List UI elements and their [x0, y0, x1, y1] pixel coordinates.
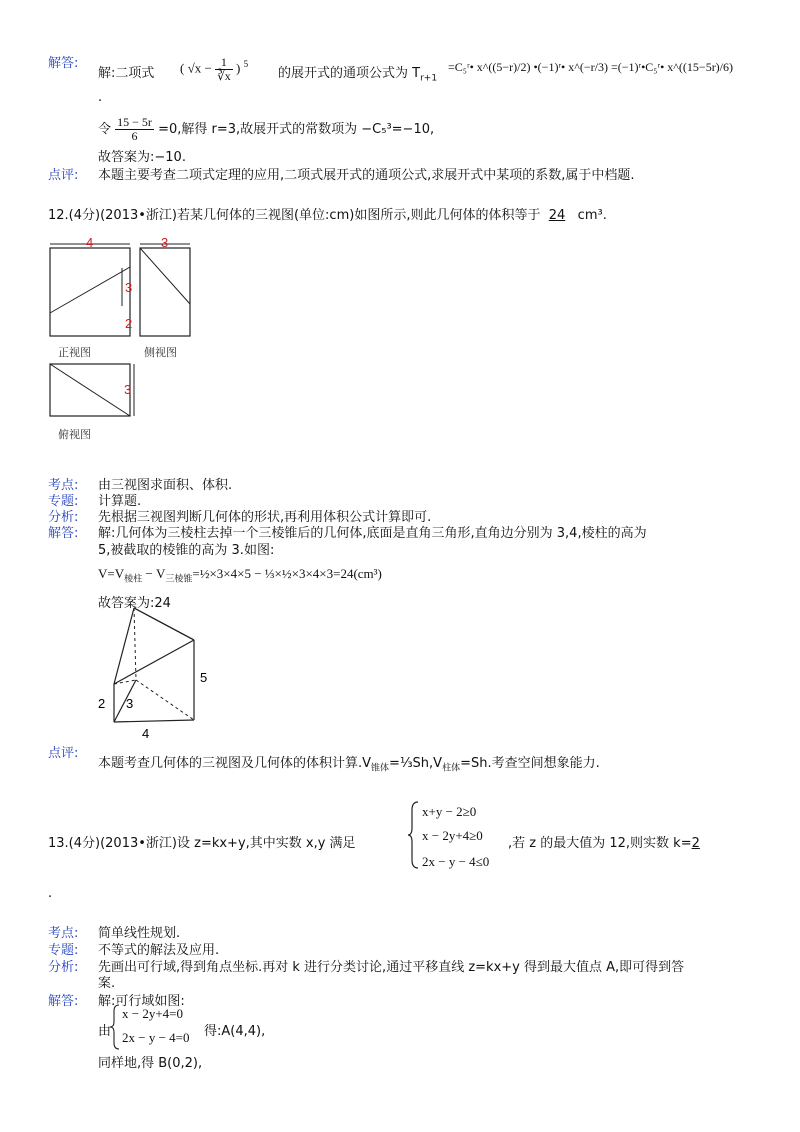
q12-comment-label: 点评: — [48, 746, 79, 761]
side-upper-dim-label: 3 — [125, 280, 133, 295]
brace-icon — [408, 800, 420, 870]
q11-answer: 故答案为:−10. — [98, 150, 186, 165]
q13-ineq-1: x+y − 2≥0 — [422, 804, 477, 819]
q13-sys-1: x − 2y+4=0 — [122, 1006, 183, 1021]
front-view-caption: 正视图 — [58, 347, 91, 359]
q13-answer: 2 — [691, 836, 700, 851]
q12-zhuanti: 计算题. — [98, 494, 142, 509]
q13-fenxi-2: 案. — [98, 976, 116, 991]
top-view — [50, 364, 134, 441]
fig-label-2: 2 — [98, 696, 106, 711]
front-view-diagonal — [50, 267, 133, 313]
side-view-caption: 侧视图 — [144, 347, 177, 359]
q11-line1-text: 的展开式的通项公式为 $T_{r+1}$ — [278, 66, 438, 84]
q12-jieda-1: 解:几何体为三棱柱去掉一个三棱锥后的几何体,底面是直角三角形,直角边分别为 3,4,棱柱的高为 — [98, 526, 647, 541]
q12-fenxi: 先根据三视图判断几何体的形状,再利用体积公式计算即可. — [98, 510, 432, 525]
edge-hidden-vertical — [134, 608, 136, 680]
front-dim-label: 4 — [86, 236, 94, 250]
q13-kaodian-label: 考点: — [48, 926, 79, 941]
q12-fenxi-label: 分析: — [48, 510, 79, 525]
q12-kaodian: 由三视图求面积、体积. — [98, 478, 233, 493]
edge-hidden-diag — [136, 680, 194, 720]
side-view — [122, 236, 190, 359]
q12-solid-figure — [90, 604, 230, 744]
q13-jieda-3: 同样地,得 B(0,2), — [98, 1056, 203, 1071]
q12-jieda-2: 5,被截取的棱锥的高为 3.如图: — [98, 543, 275, 558]
q13-ineq-3: 2x − y − 4≤0 — [422, 854, 490, 869]
q13-ineq-2: x − 2y+4≥0 — [422, 828, 483, 843]
q12-zhuanti-label: 专题: — [48, 494, 79, 509]
q11-comment-label: 点评: — [48, 168, 79, 183]
side-dim-label: 3 — [161, 236, 169, 250]
q13-stem-suffix: ,若 z 的最大值为 12,则实数 k=2 — [508, 836, 700, 851]
q11-general-term: =C₅ʳ• x^((5−r)/2) •(−1)ʳ• x^(−r/3) =(−1)ʳ•C₅ʳ• x^((15−5r)/6) — [448, 60, 734, 74]
top-dim-label: 3 — [124, 382, 132, 397]
brace-icon — [110, 1004, 120, 1050]
q11-answer-label: 解答: — [48, 56, 79, 71]
side-view-diagonal — [140, 248, 190, 304]
top-view-caption: 俯视图 — [58, 429, 91, 441]
q13-sys-2: 2x − y − 4=0 — [122, 1030, 190, 1045]
q11-dot: . — [98, 90, 103, 105]
side-view-rect — [140, 248, 190, 336]
front-view-rect — [50, 248, 133, 336]
q11-line3: 令 $\frac{15 - 5r}{6}$ =0,解得 r=3,故展开式的常数项为 −C₅³=−10, — [98, 115, 435, 143]
q13-dot: . — [48, 886, 53, 901]
fig-label-4: 4 — [142, 726, 150, 741]
minus-sign: − — [204, 60, 212, 76]
q13-brace — [408, 800, 420, 870]
q13-fenxi-label: 分析: — [48, 960, 79, 975]
q12-three-views — [44, 236, 204, 446]
q13-stem-prefix: 13.(4分)(2013•浙江)设 z=kx+y,其中实数 x,y 满足 — [48, 836, 356, 851]
q11-frac: $\frac{15 - 5r}{6}$ — [117, 115, 152, 143]
q13-kaodian: 简单线性规划. — [98, 926, 181, 941]
front-view — [50, 236, 133, 336]
q12-stem: 12.(4分)(2013•浙江)若某几何体的三视图(单位:cm)如图所示,则此几何体的体积等于 24 cm³. — [48, 208, 607, 223]
q12-kaodian-label: 考点: — [48, 478, 79, 493]
exponent-5: 5 — [243, 59, 249, 70]
top-view-diagonal — [50, 364, 130, 416]
q13-sys-brace — [110, 1004, 120, 1050]
q12-jieda-label: 解答: — [48, 526, 79, 541]
q13-zhuanti: 不等式的解法及应用. — [98, 943, 220, 958]
q13-jieda-1: 解:可行域如图: — [98, 994, 185, 1009]
q13-fenxi-1: 先画出可行域,得到角点坐标.再对 k 进行分类讨论,通过平移直线 z=kx+y 得到最大值点 A,即可得到答 — [98, 960, 685, 975]
sqrt-x: √x — [187, 60, 202, 76]
q13-zhuanti-label: 专题: — [48, 943, 79, 958]
side-lower-dim-label: 2 — [125, 316, 133, 331]
edge-bottom — [114, 720, 194, 722]
q13-sys-prefix: 由 — [98, 1024, 112, 1039]
q12-comment: 本题考查几何体的三视图及几何体的体积计算$.V_{锥体}=\frac{1}{3}Sh,V_{柱体}=Sh$.考查空间想象能力. — [98, 756, 600, 774]
q12-volume-formula: $V=V_{棱柱}$ − $V_{三棱锥}=\frac{1}{2}\times 3\times 4\times 5$ − ⅓×½×3×4×3=24(cm³) — [98, 566, 382, 584]
q12-answer: 24 — [548, 208, 566, 223]
edge-left-top — [114, 608, 134, 684]
q11-line1-prefix: 解:二项式 — [98, 66, 155, 81]
fig-label-3: 3 — [126, 696, 134, 711]
edge-top-dup — [134, 608, 194, 640]
q11-binomial — [180, 56, 248, 83]
q12-jieda-answer: 故答案为:24 — [98, 596, 171, 611]
q11-comment: 本题主要考查二项式定理的应用,二项式展开式的通项公式,求展开式中某项的系数,属于中档题. — [98, 168, 635, 183]
q13-sys-result: 得:A(4,4), — [204, 1024, 266, 1039]
paren-close: ) — [235, 60, 241, 76]
one-over-cuberoot: $\frac{1}{∛x}$ — [217, 55, 231, 83]
q13-jieda-label: 解答: — [48, 994, 79, 1009]
paren-open: ( — [180, 60, 185, 76]
fig-label-5: 5 — [200, 670, 208, 685]
edge-cut — [114, 640, 194, 684]
